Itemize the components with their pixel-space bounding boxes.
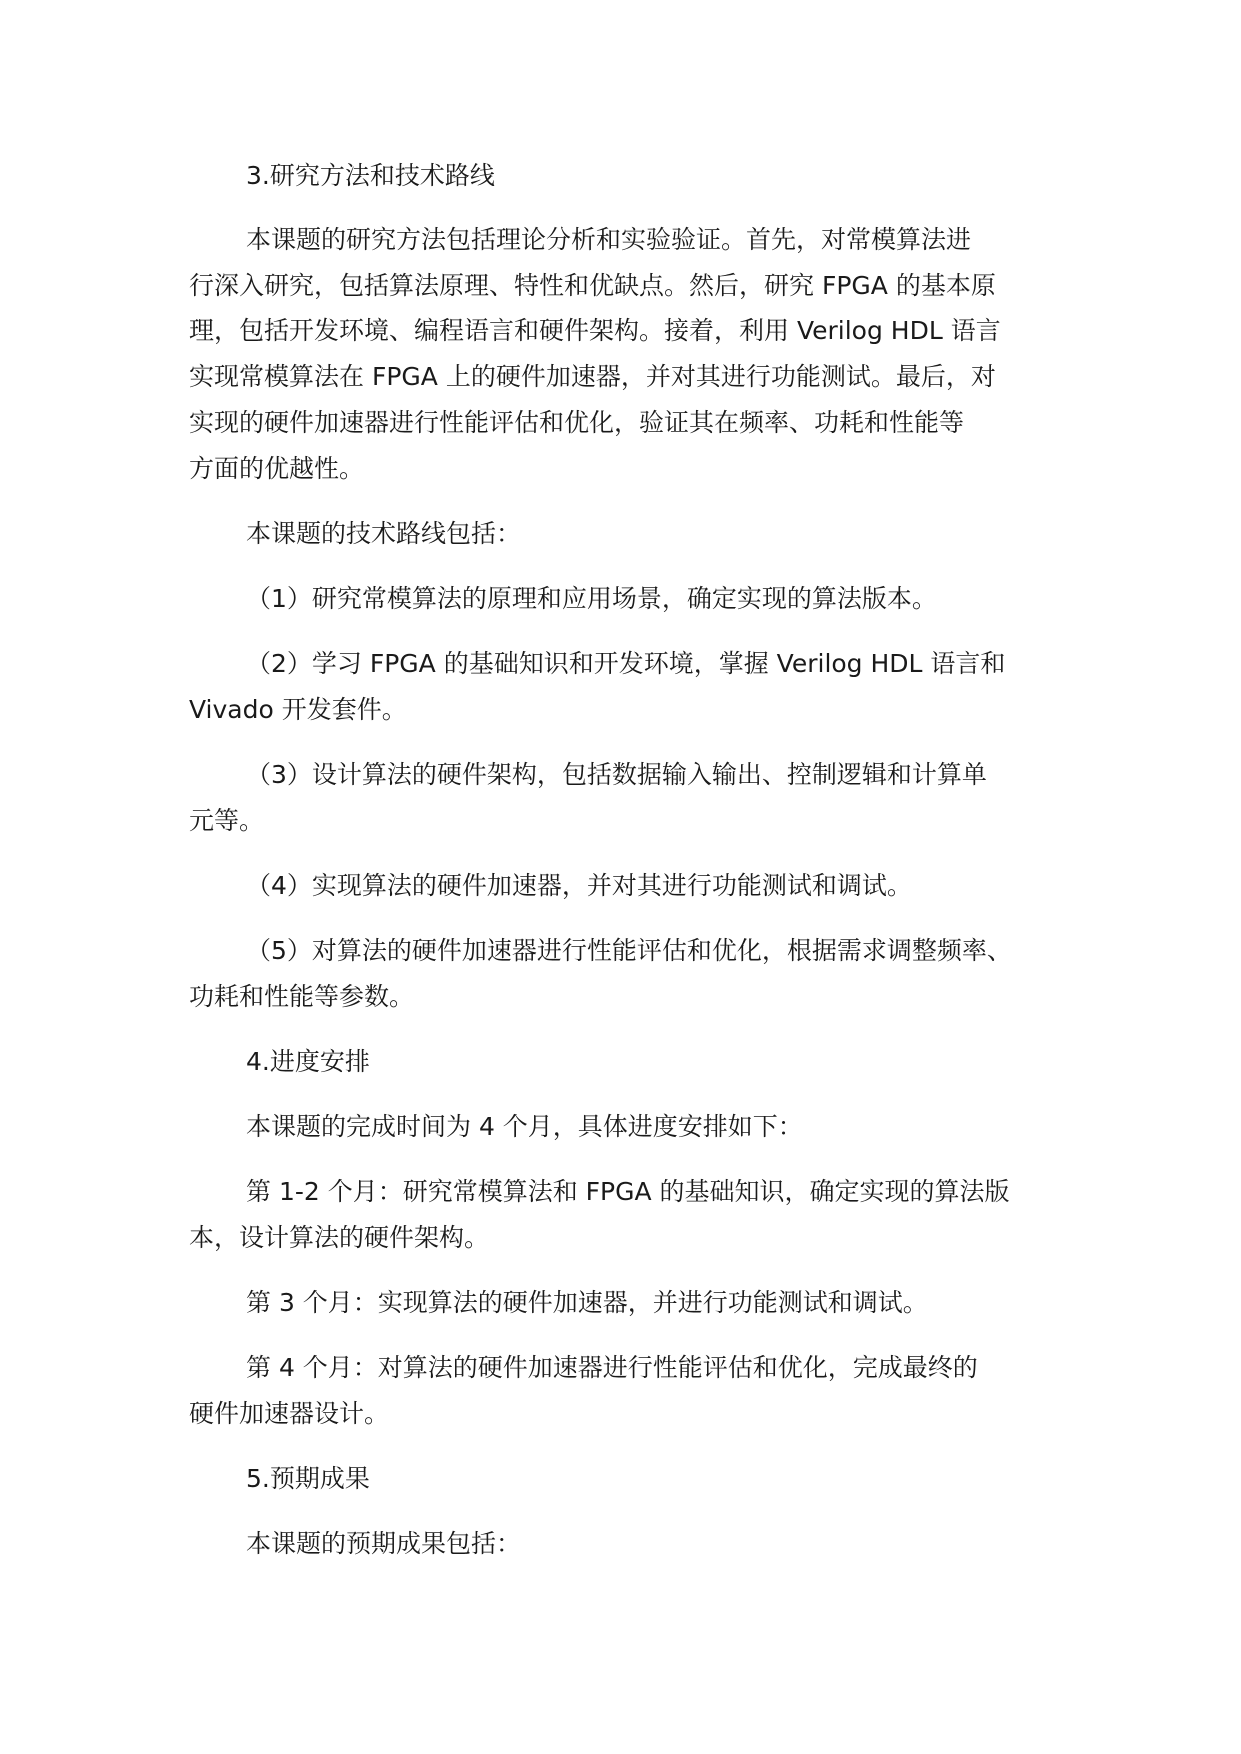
paragraph-line: 实现常模算法在 FPGA 上的硬件加速器，并对其进行功能测试。最后，对 (189, 362, 996, 391)
paragraph-line: 本课题的技术路线包括： (246, 519, 522, 548)
list-item: （4）实现算法的硬件加速器，并对其进行功能测试和调试。 (246, 871, 912, 900)
list-item: （1）研究常模算法的原理和应用场景，确定实现的算法版本。 (246, 584, 937, 613)
list-item-continuation: 元等。 (189, 806, 265, 835)
list-item-continuation: 功耗和性能等参数。 (189, 982, 415, 1011)
paragraph-line: 本课题的研究方法包括理论分析和实验验证。首先，对常模算法进 (246, 225, 972, 254)
paragraph-line: 行深入研究，包括算法原理、特性和优缺点。然后，研究 FPGA 的基本原 (189, 271, 996, 300)
paragraph-line: 方面的优越性。 (189, 454, 365, 483)
paragraph-line: 实现的硬件加速器进行性能评估和优化，验证其在频率、功耗和性能等 (189, 408, 965, 437)
list-item: （5）对算法的硬件加速器进行性能评估和优化，根据需求调整频率、 (246, 936, 1012, 965)
section-heading-expected-results: 5.预期成果 (246, 1464, 370, 1493)
schedule-item-continuation: 本，设计算法的硬件架构。 (189, 1223, 490, 1252)
list-item-continuation: Vivado 开发套件。 (189, 695, 407, 724)
paragraph-line: 本课题的预期成果包括： (246, 1529, 522, 1558)
schedule-item: 第 1-2 个月：研究常模算法和 FPGA 的基础知识，确定实现的算法版 (246, 1177, 1010, 1206)
schedule-item-continuation: 硬件加速器设计。 (189, 1399, 390, 1428)
section-heading-schedule: 4.进度安排 (246, 1047, 370, 1076)
list-item: （2）学习 FPGA 的基础知识和开发环境，掌握 Verilog HDL 语言和 (246, 649, 1006, 678)
schedule-item: 第 4 个月：对算法的硬件加速器进行性能评估和优化，完成最终的 (246, 1353, 978, 1382)
schedule-item: 第 3 个月：实现算法的硬件加速器，并进行功能测试和调试。 (246, 1288, 928, 1317)
list-item: （3）设计算法的硬件架构，包括数据输入输出、控制逻辑和计算单 (246, 760, 987, 789)
paragraph-line: 本课题的完成时间为 4 个月，具体进度安排如下： (246, 1112, 803, 1141)
paragraph-line: 理，包括开发环境、编程语言和硬件架构。接着，利用 Verilog HDL 语言 (189, 316, 1001, 345)
section-heading-research-methods: 3.研究方法和技术路线 (246, 161, 495, 190)
